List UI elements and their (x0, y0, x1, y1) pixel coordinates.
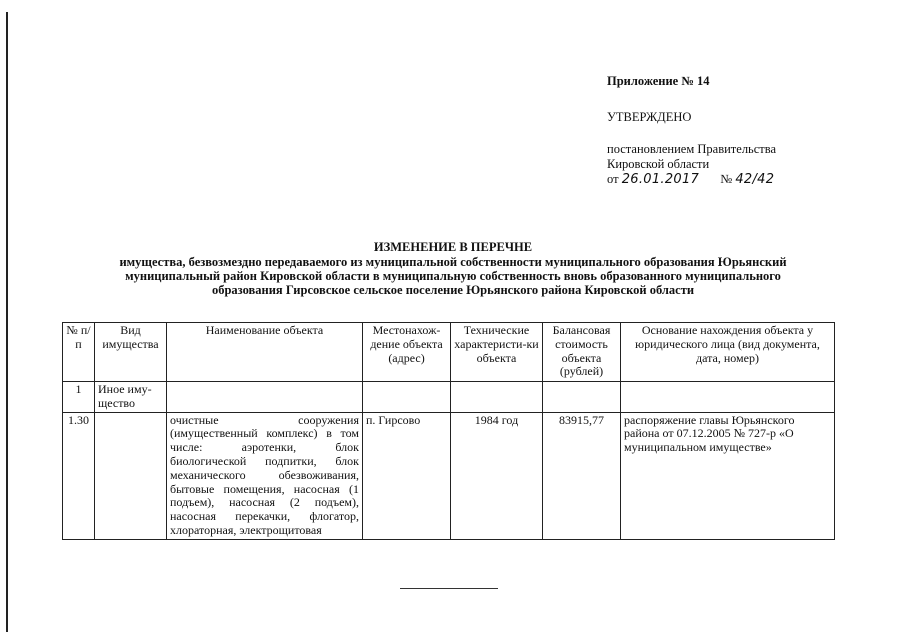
cell-property-type: Иное иму-щество (95, 382, 167, 413)
cell-empty (167, 382, 363, 413)
heading-line-3: муниципальный район Кировской области в муниципальную собственность вновь образованного муниципального (125, 269, 781, 283)
cell-basis: распоряжение главы Юрьянского района от 07.12.2005 № 727-р «О муниципальном имуществе» (621, 412, 835, 539)
header-specs: Технические характеристи-ки объекта (451, 323, 543, 382)
cell-number: 1 (63, 382, 95, 413)
decree-number: 42/42 (735, 172, 775, 187)
left-margin-rule (6, 12, 8, 632)
table-row (63, 412, 835, 539)
cell-location: п. Гирсово (363, 412, 451, 539)
cell-number: 1.30 (63, 412, 95, 539)
header-property-type: Вид имущества (95, 323, 167, 382)
document-heading (95, 240, 811, 297)
footer-rule (400, 588, 498, 589)
date-prefix: от (607, 172, 619, 186)
cell-empty (363, 382, 451, 413)
number-label: № (720, 172, 733, 186)
decree-date-line (607, 172, 776, 187)
table-row (63, 382, 835, 413)
appendix-label: Приложение № 14 (607, 74, 710, 88)
heading-title: ИЗМЕНЕНИЕ В ПЕРЕЧНЕ (373, 240, 533, 254)
approval-block (607, 74, 776, 187)
decree-date: 26.01.2017 (621, 172, 700, 187)
cell-book-value: 83915,77 (543, 412, 621, 539)
cell-empty (451, 382, 543, 413)
table-header-row (63, 323, 835, 382)
header-location: Местонахож-дение объекта (адрес) (363, 323, 451, 382)
decree-line-1: постановлением Правительства (607, 142, 777, 156)
cell-empty (621, 382, 835, 413)
heading-line-2: имущества, безвозмездно передаваемого из муниципальной собственности муниципального образования Юрьянский (119, 255, 787, 269)
header-book-value: Балансовая стоимость объекта (рублей) (543, 323, 621, 382)
cell-specs: 1984 год (451, 412, 543, 539)
header-number: № п/п (63, 323, 95, 382)
header-basis: Основание нахождения объекта у юридического лица (вид документа, дата, номер) (621, 323, 835, 382)
heading-line-4: образования Гирсовское сельское поселение Юрьянского района Кировской области (211, 283, 695, 297)
cell-property-type (95, 412, 167, 539)
header-object-name: Наименование объекта (167, 323, 363, 382)
decree-line-2: Кировской области (607, 157, 710, 171)
property-table (62, 322, 835, 540)
cell-empty (543, 382, 621, 413)
approved-label: УТВЕРЖДЕНО (607, 110, 692, 124)
cell-object-name: очистные сооружения (имущественный комплекс) в том числе: аэротенки, блок биологической подпитки, блок механического обезвоживания, бытовые помещения, насосная (1 подъем), насосная (2 подъем), насосная перекачки, флогатор, хлораторная, электрощитовая (167, 412, 363, 539)
